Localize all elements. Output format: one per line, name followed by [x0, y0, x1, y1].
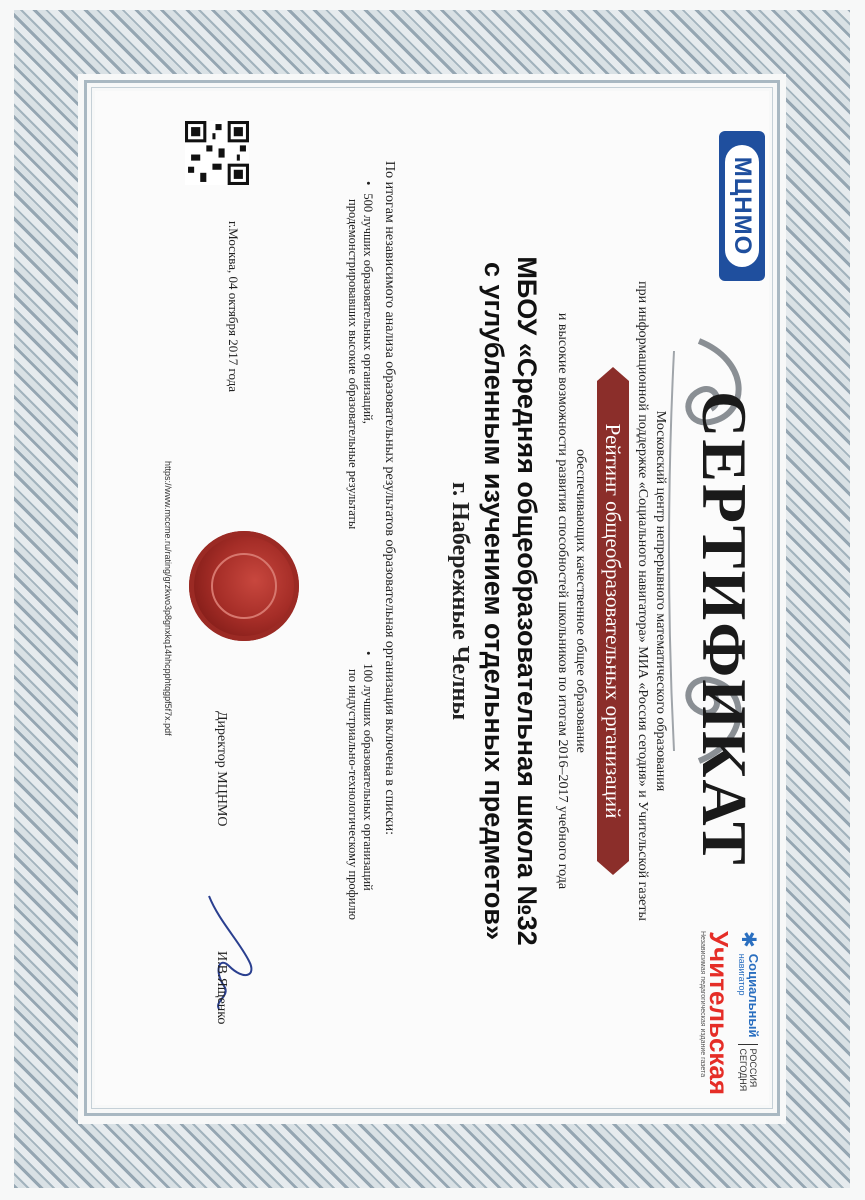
mccme-logo: [719, 131, 765, 281]
organizer-line2: при информационной поддержке «Социального навигатора» МИА «Россия сегодня» и Учительской газеты: [635, 281, 650, 921]
organizer-line1: Московский центр непрерывного математического образования: [653, 410, 668, 792]
list-right-line2: по индустриально-технологическому профилю: [346, 669, 360, 921]
rating-banner: Рейтинг общеобразовательных организаций: [597, 381, 629, 861]
banner-left-tail: [597, 367, 629, 381]
list-left-line2: продемонстрировавших высокие образовательные результаты: [346, 199, 360, 530]
teachers-newspaper-sub: Независимая педагогическая издание газета: [699, 931, 706, 1078]
verification-url[interactable]: https://www.mccme.ru/rating/grzkwo3p8gnxkq14hhcpphtqgpf5f7x.pdf: [163, 461, 173, 736]
social-navigator-sub: навигатор: [737, 953, 747, 996]
description-line2: и высокие возможности развития способностей школьников по итогам 2016–2017 учебного года: [555, 312, 570, 890]
snowflake-icon: ✱: [737, 931, 759, 948]
banner-right-tail: [597, 861, 629, 875]
description-line1: обеспечивающих качественное общее образование: [573, 449, 588, 753]
list-right-line1: • 100 лучших образовательных организаций: [360, 651, 375, 1071]
list-left-line1: • 500 лучших образовательных организаций,: [360, 181, 375, 611]
list-item-top-500: [345, 181, 375, 611]
school-name: [477, 221, 543, 981]
wax-seal-ring: [211, 553, 277, 619]
signer-name: И.В.Ященко: [214, 951, 229, 1025]
rating-description: [553, 241, 589, 961]
qr-code-icon: [185, 121, 249, 185]
inclusion-basis: По итогам независимого анализа образовательных результатов образовательная организация включена в списки:: [382, 161, 397, 836]
school-city: г. Набережные Челны: [447, 481, 473, 721]
school-name-line1: МБОУ «Средняя общеобразовательная школа №32: [512, 256, 542, 946]
partner-logos: [671, 931, 761, 1101]
signature-mark: [189, 891, 269, 1011]
place-and-date: г.Москва, 04 октября 2017 года: [226, 221, 241, 392]
list-item-top-100: [345, 651, 375, 1071]
director-title: Директор МЦНМО: [214, 711, 229, 827]
mccme-logo-text: МЦНМО: [725, 145, 759, 268]
teachers-newspaper-logo: Учительская: [704, 931, 734, 1096]
organizer-text: [633, 261, 669, 941]
russia-today-line2: СЕГОДНЯ: [738, 1048, 749, 1092]
certificate-content: [95, 91, 769, 1105]
russia-today-line1: РОССИЯ: [748, 1048, 759, 1088]
school-name-line2: с углубленным изучением отдельных предметов»: [479, 261, 509, 941]
certificate-title: СЕРТИФИКАТ: [689, 391, 760, 867]
social-navigator-logo: Социальный: [746, 953, 761, 1038]
